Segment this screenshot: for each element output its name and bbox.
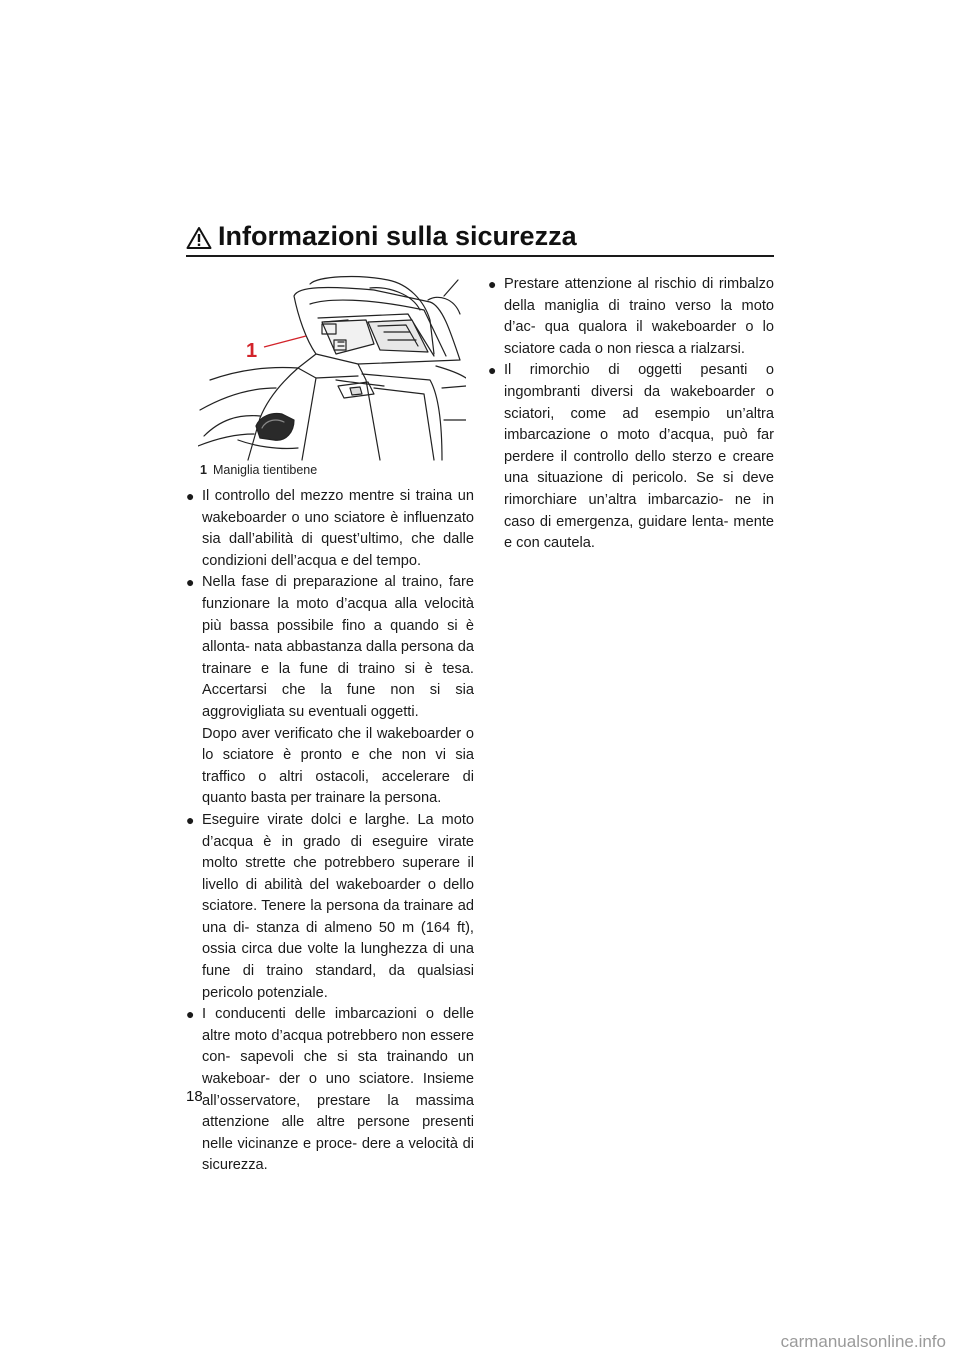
list-item xyxy=(186,1004,474,1177)
page-number: 18 xyxy=(186,1088,203,1105)
header-rule xyxy=(186,255,774,257)
figure-callout-number: 1 xyxy=(246,340,258,362)
list-item-text: Il rimorchio di oggetti pesanti o ingombranti diversi da wakeboarder o sciatori, come ad esempio un’altra imbarcazione o moto d’acqua, può far perdere il controllo dello sterzo e creare una situazione di pericolo. Se si deve rimorchiare un’altra imbarcazio- ne in caso di emergenza, guidare lenta- mente e con cautela. xyxy=(504,362,774,552)
bullet: ● xyxy=(186,1006,195,1023)
bullet: ● xyxy=(186,811,195,828)
left-column xyxy=(186,486,474,1177)
figure-caption-number: 1 xyxy=(200,463,207,477)
right-column xyxy=(488,274,774,555)
list-item-text: Eseguire virate dolci e larghe. La moto d’acqua è in grado di eseguire virate molto strette che potrebbero superare il livello di abilità del wakeboarder o dello sciatore. Tenere la persona da trainare ad una di- stanza di almeno 50 m (164 ft), ossia circa due volte la lunghezza di una fune di traino standard, da qualsiasi pericolo potenziale. xyxy=(202,811,474,1001)
list-item xyxy=(488,274,774,360)
figure-caption-text: Maniglia tientibene xyxy=(212,463,318,477)
list-item-text: Nella fase di preparazione al traino, fare funzionare la moto d’acqua alla velocità più bassa possibile fino a quando si è allonta- nata abbastanza dalla persona da trainare e la fune di traino si è tesa. Accertarsi che la fune non si sia aggrovigliata su eventuali oggetti. xyxy=(202,574,474,720)
bullet: ● xyxy=(186,574,195,591)
warning-triangle-icon xyxy=(186,226,212,250)
page-header xyxy=(186,222,774,256)
list-item xyxy=(186,810,474,1004)
list-item-text: Prestare attenzione al rischio di rimbalzo della maniglia di traino verso la moto d’ac- qua qualora il wakeboarder o lo sciatore cada o non riesca a rialzarsi. xyxy=(504,276,774,357)
watermark[interactable]: carmanualsonline.info xyxy=(780,1332,946,1351)
bullet: ● xyxy=(488,276,497,292)
grab-handle-illustration xyxy=(198,270,466,462)
list-item xyxy=(186,572,474,810)
list-item-text: I conducenti delle imbarcazioni o delle altre moto d’acqua potrebbero non essere con- sapevoli che si sta trainando un wakeboar- der o uno sciatore. Insieme all’osservatore, prestare la massima attenzione alle altre persone presenti nelle vicinanze e proce- dere a velocità di sicurezza. xyxy=(202,1006,474,1174)
page-title: Informazioni sulla sicurezza xyxy=(218,221,577,251)
list-item-text: Dopo aver verificato che il wakeboarder o lo sciatore è pronto e che non vi sia traffico o altri ostacoli, accelerare di quanto basta per trainare la persona. xyxy=(202,725,474,807)
list-item xyxy=(186,486,474,572)
list-item xyxy=(488,360,774,554)
bullet: ● xyxy=(488,362,497,379)
figure-caption xyxy=(200,463,317,477)
bullet: ● xyxy=(186,488,195,504)
list-item-text: Il controllo del mezzo mentre si traina un wakeboarder o uno sciatore è influenzato sia dall’abilità di quest’ultimo, che dalle condizioni dell’acqua e del tempo. xyxy=(202,488,474,569)
